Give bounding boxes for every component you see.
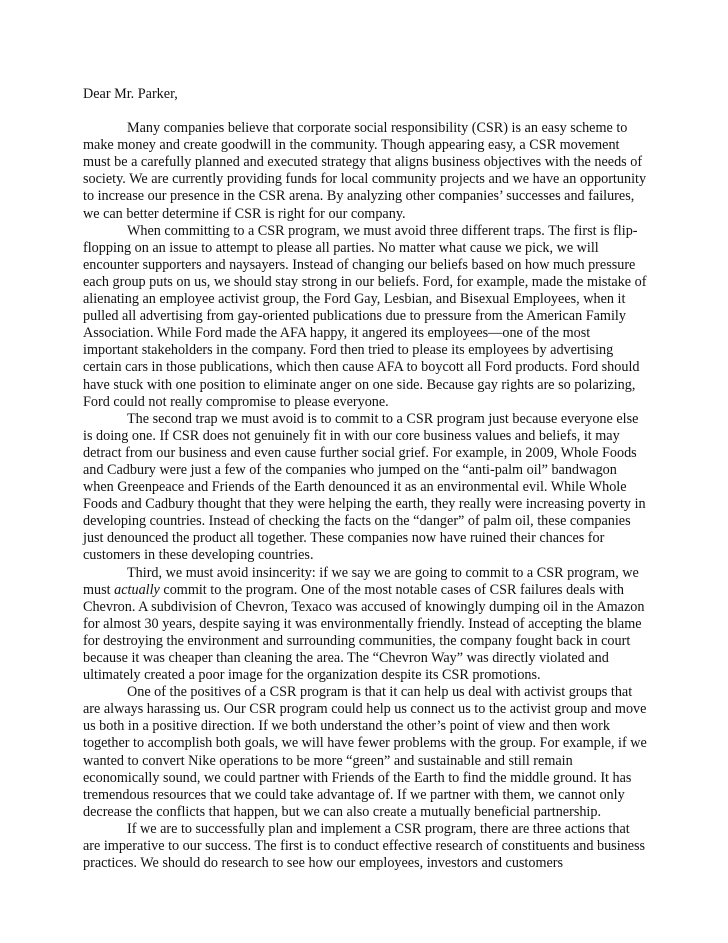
paragraph-intro: Many companies believe that corporate social responsibility (CSR) is an easy scheme to make money and create goodwill in the community. Though appearing easy, a CSR movement must be a carefully planned and executed strategy that aligns business objectives with the needs of society. We are currently providing funds for local community projects and we have an opportunity to increase our presence in the CSR arena. By analyzing other companies’ successes and failures, we can better determine if CSR is right for our company. (83, 120, 647, 222)
paragraph-activist-groups: One of the positives of a CSR program is that it can help us deal with activist groups that are always harassing us. Our CSR program could help us connect us to the activist group and move us both in a positive direction. If we both understand the other’s point of view and then work together to accomplish both goals, we will have fewer problems with the group. For example, if we wanted to convert Nike operations to be more “green” and sustainable and still remain economically sound, we could partner with Friends of the Earth to find the middle ground. It has tremendous resources that we could take advantage of. If we partner with them, we cannot only decrease the conflicts that happen, but we can also create a mutually beneficial partnership. (83, 684, 647, 820)
paragraph-trap-three (83, 565, 648, 685)
paragraph-actions: If we are to successfully plan and implement a CSR program, there are three actions that are imperative to our success. The first is to conduct effective research of constituents and business practices. We should do research to see how our employees, investors and customers (83, 820, 646, 872)
paragraph-trap-three-start: Third, we must avoid insincerity: if we say we are going to commit to a CSR program, we must (83, 564, 639, 598)
paragraph-trap-one: When committing to a CSR program, we must avoid three different traps. The first is flip-flopping on an issue to attempt to please all parties. No matter what cause we pick, we will encounter supporters and naysayers. Instead of changing our beliefs based on how much pressure each group puts on us, we should stay strong in our beliefs. Ford, for example, made the mistake of alienating an employee activist group, the Ford Gay, Lesbian, and Bisexual Employees, when it pulled all advertising from gay-oriented publications due to pressure from the American Family Association. While Ford made the AFA happy, it angered its employees—one of the most important stakeholders in the company. Ford then tried to please its employees by advertising certain cars in those publications, which then cause AFA to boycott all Ford products. Ford should have stuck with one position to eliminate anger on one side. Because gay rights are so polarizing, Ford could not really compromise to please everyone. (83, 222, 647, 410)
salutation: Dear Mr. Parker, (83, 86, 178, 102)
paragraph-trap-two: The second trap we must avoid is to commit to a CSR program just because everyone else is doing one. If CSR does not genuinely fit in with our core business values and beliefs, it may detract from our business and even cause further social grief. For example, in 2009, Whole Foods and Cadbury were just a few of the companies who jumped on the “anti-palm oil” bandwagon when Greenpeace and Friends of the Earth denounced it as an environmental evil. While Whole Foods and Cadbury thought that they were helping the earth, they really were increasing poverty in developing countries. Instead of checking the facts on the “danger” of palm oil, these companies just denounced the product all together. These companies now have ruined their chances for customers in these developing countries. (83, 410, 646, 564)
emphasis-actually: actually (114, 581, 160, 598)
paragraph-trap-three-end: commit to the program. One of the most notable cases of CSR failures deals with Chevron. A subdivision of Chevron, Texaco was accused of knowingly dumping oil in the Amazon for almost 30 years, despite saying it was environmentally friendly. Instead of accepting the blame for destroying the environment and surrounding communities, the company fought back in court because it was cheaper than cleaning the area. The “Chevron Way” was directly violated and ultimately created a poor image for the organization despite its CSR promotions. (83, 581, 645, 684)
letter-page (83, 86, 648, 872)
